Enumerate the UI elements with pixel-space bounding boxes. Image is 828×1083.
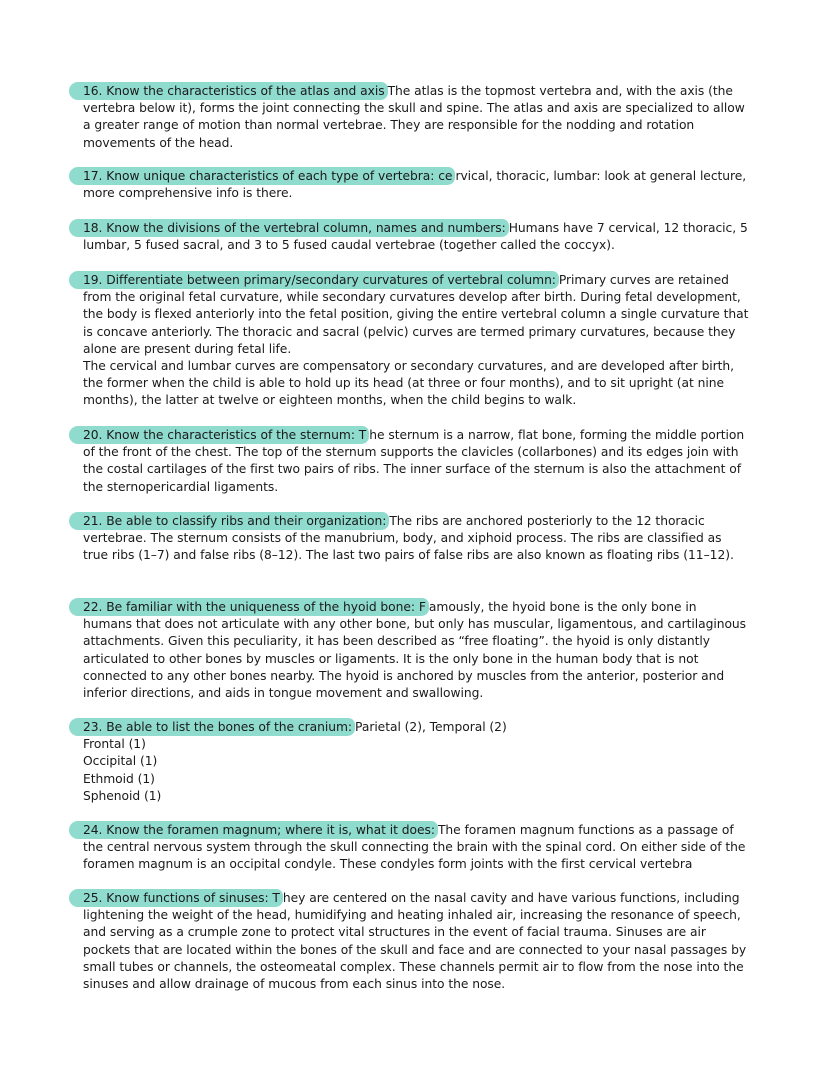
study-item-22 — [83, 599, 749, 702]
item-heading: 23. Be able to list the bones of the cranium: — [69, 718, 355, 736]
study-item-20 — [83, 427, 749, 496]
item-body-continued: The cervical and lumbar curves are compensatory or secondary curvatures, and are developed after birth, the former when the child is able to hold up its head (at three or four months), and to sit upright (at nine months), the latter at twelve or eighteen months, when the child begins to walk. — [83, 359, 734, 408]
item-heading: 25. Know functions of sinuses: T — [69, 889, 283, 907]
item-heading: 18. Know the divisions of the vertebral column, names and numbers: — [69, 219, 509, 237]
item-heading: 21. Be able to classify ribs and their organization: — [69, 512, 389, 530]
item-body: Humans have 7 cervical, 12 thoracic, 5 lumbar, 5 fused sacral, and 3 to 5 fused caudal vertebrae (together called the coccyx). — [83, 221, 748, 253]
item-body: Primary curves are retained from the original fetal curvature, while secondary curvatures develop after birth. During fetal development, the body is flexed anteriorly into the fetal position, giving the entire vertebral column a single curvature that is concave anteriorly. The thoracic and sacral (pelvic) curves are termed primary curvatures, because they alone are present during fetal life. — [83, 273, 749, 356]
item-body: he sternum is a narrow, flat bone, forming the middle portion of the front of the chest. The top of the sternum supports the clavicles (collarbones) and its edges join with the costal cartilages of the first two pairs of ribs. The inner surface of the sternum is also the attachment of the sternopericardial ligaments. — [83, 428, 745, 494]
item-heading: 22. Be familiar with the uniqueness of the hyoid bone: F — [69, 598, 429, 616]
study-item-21 — [83, 513, 749, 565]
study-item-23 — [83, 719, 749, 805]
item-body: Parietal (2), Temporal (2) — [355, 720, 507, 734]
cranium-bone-frontal: Frontal (1) — [83, 737, 146, 752]
cranium-bone-occipital: Occipital (1) — [83, 754, 158, 769]
study-item-17 — [83, 168, 749, 202]
study-item-18 — [83, 220, 749, 254]
item-heading: 20. Know the characteristics of the sternum: T — [69, 426, 369, 444]
item-body: The foramen magnum functions as a passage of the central nervous system through the skull connecting the brain with the spinal cord. On either side of the foramen magnum is an occipital condyle. These condyles form joints with the first cervical vertebra — [83, 823, 746, 872]
item-heading: 17. Know unique characteristics of each type of vertebra: ce — [69, 167, 455, 185]
item-body: amously, the hyoid bone is the only bone in humans that does not articulate with any other bone, but only has muscular, ligamentous, and cartilaginous attachments. Given this peculiarity, it has been described as “free floating”. the hyoid is only distantly articulated to other bones by muscles or ligaments. It is the only bone in the human body that is not connected to any other bones nearby. The hyoid is anchored by muscles from the anterior, posterior and inferior directions, and aids in tongue movement and swallowing. — [83, 600, 747, 701]
item-heading: 19. Differentiate between primary/secondary curvatures of vertebral column: — [69, 271, 559, 289]
study-item-19 — [83, 272, 749, 410]
item-body: rvical, thoracic, lumbar: look at general lecture, more comprehensive info is there. — [83, 169, 747, 201]
study-item-24 — [83, 822, 749, 874]
study-item-25 — [83, 890, 749, 993]
cranium-bone-ethmoid: Ethmoid (1) — [83, 771, 155, 786]
item-body: hey are centered on the nasal cavity and have various functions, including lightening the weight of the head, humidifying and heating inhaled air, increasing the resonance of speech, and serving as a crumple zone to protect vital structures in the event of facial trauma. Sinuses are air pockets that are located within the bones of the skull and face and are connected to your nasal passages by small tubes or channels, the osteomeatal complex. These channels permit air to flow from the nose into the sinuses and allow drainage of mucous from each sinus into the nose. — [83, 891, 747, 992]
cranium-bone-sphenoid: Sphenoid (1) — [83, 788, 162, 803]
item-heading: 16. Know the characteristics of the atlas and axis — [69, 82, 388, 100]
item-heading: 24. Know the foramen magnum; where it is, what it does: — [69, 821, 438, 839]
study-item-16 — [83, 83, 749, 152]
item-body: The atlas is the topmost vertebra and, with the axis (the vertebra below it), forms the joint connecting the skull and spine. The atlas and axis are specialized to allow a greater range of motion than normal vertebrae. They are responsible for the nodding and rotation movements of the head. — [83, 84, 745, 150]
item-body: The ribs are anchored posteriorly to the 12 thoracic vertebrae. The sternum consists of the manubrium, body, and xiphoid process. The ribs are classified as true ribs (1–7) and false ribs (8–12). The last two pairs of false ribs are also known as floating ribs (11–12). — [83, 514, 734, 563]
